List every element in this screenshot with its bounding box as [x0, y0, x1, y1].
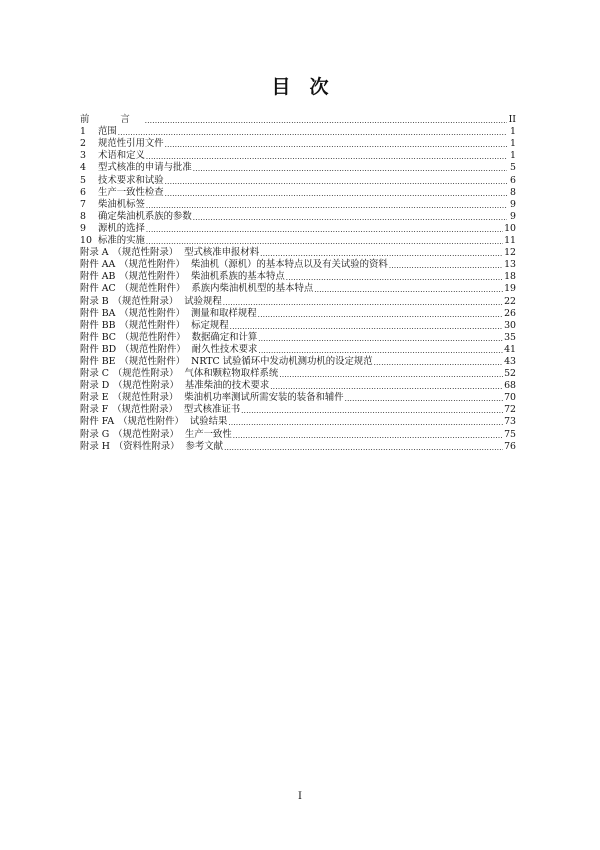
toc-entry-page: 18 [504, 271, 516, 283]
toc-entry-number: 4 [80, 162, 86, 174]
toc-leader-dots [146, 199, 507, 211]
toc-entry-page: 1 [510, 150, 516, 162]
toc-entry-page: 13 [504, 259, 516, 271]
toc-entry-label: 型式核准证书 [183, 404, 241, 416]
toc-leader-dots [260, 247, 503, 259]
toc-leader-dots [314, 283, 503, 295]
toc-entry-page: 70 [504, 392, 516, 404]
toc-entry-section[interactable] [80, 126, 516, 138]
toc-entry-category: （规范性附件） [119, 283, 186, 295]
toc-entry-page: 35 [504, 331, 516, 343]
toc-entry-page: 76 [504, 440, 516, 452]
toc-entry-label: 范围 [98, 126, 117, 138]
toc-entry-page: 9 [510, 198, 516, 210]
toc-entry-label: 测量和取样规程 [191, 307, 257, 319]
toc-entry-section[interactable] [80, 174, 516, 186]
toc-entry-page: 41 [504, 343, 516, 355]
toc-entry-category: （规范性附件） [120, 343, 186, 355]
toc-entry-category: （规范性附录） [113, 428, 179, 440]
toc-entry-number: 附件 BA [80, 307, 116, 319]
toc-entry-number: 附件 AB [80, 271, 116, 283]
toc-entry-page: 5 [510, 162, 516, 174]
page-title: 目 次 [271, 76, 329, 98]
toc-entry-label: 标定规程 [191, 319, 229, 331]
toc-entry-number: 2 [80, 138, 86, 150]
toc-entry-category: （规范性附件） [119, 331, 186, 343]
toc-entry-number: 附录 E [80, 392, 109, 404]
toc-entry-number: 附件 BE [80, 355, 116, 367]
toc-entry-section[interactable] [80, 150, 516, 162]
toc-entry-section[interactable] [80, 211, 516, 223]
toc-entry-page: 43 [504, 355, 516, 367]
toc-entry-page: 8 [510, 186, 516, 198]
toc-entry-number: 附录 A [80, 247, 109, 259]
toc-entry-number: 7 [80, 198, 86, 210]
toc-entry-category: （规范性附录） [112, 392, 179, 404]
toc-entry-category: （规范性附录） [112, 247, 179, 259]
toc-entry-appendix[interactable] [80, 344, 516, 356]
toc-entry-appendix[interactable] [80, 392, 516, 404]
toc-entry-page: 30 [504, 319, 516, 331]
toc-entry-page: 9 [510, 210, 516, 222]
toc-entry-category: （规范性附件） [119, 355, 186, 367]
toc-entry-category: （规范性附录） [112, 368, 179, 380]
toc-entry-page: 19 [504, 283, 516, 295]
toc-entry-label: 耐久性技术要求 [191, 343, 258, 355]
toc-entry-number: 附录 D [80, 380, 110, 392]
toc-entry-appendix[interactable] [80, 416, 516, 428]
table-of-contents [80, 114, 516, 453]
toc-entry-number: 附录 B [80, 295, 109, 307]
toc-leader-dots [230, 320, 503, 332]
toc-entry-appendix[interactable] [80, 320, 516, 332]
toc-entry-label: 试验规程 [184, 295, 222, 307]
toc-leader-dots [258, 332, 503, 344]
toc-entry-section[interactable] [80, 187, 516, 199]
toc-entry-category: （规范性附件） [119, 271, 186, 283]
toc-entry-section[interactable] [80, 223, 516, 235]
toc-entry-page: 26 [504, 307, 516, 319]
toc-entry-appendix[interactable] [80, 271, 516, 283]
toc-entry-label: 源机的选择 [98, 222, 145, 234]
toc-leader-dots [193, 162, 507, 174]
toc-entry-page: 73 [504, 416, 516, 428]
toc-entry-label: 确定柴油机系族的参数 [98, 210, 192, 222]
toc-entry-appendix[interactable] [80, 259, 516, 271]
toc-leader-dots [279, 368, 503, 380]
toc-entry-label: 参考文献 [185, 440, 224, 452]
toc-entry-appendix[interactable] [80, 283, 516, 295]
toc-entry-appendix[interactable] [80, 380, 516, 392]
toc-entry-label: 型式核准的申请与批准 [98, 162, 192, 174]
toc-entry-category: （规范性附件） [119, 319, 186, 331]
toc-entry-page: 12 [504, 247, 516, 259]
toc-leader-dots [165, 187, 507, 199]
toc-entry-number: 8 [80, 210, 86, 222]
toc-leader-dots [118, 126, 507, 138]
toc-entry-number: 5 [80, 174, 86, 186]
toc-entry-category: （规范性附件） [119, 307, 186, 319]
toc-entry-category: （规范性附录） [112, 404, 178, 416]
toc-entry-category: （规范性附录） [113, 380, 179, 392]
toc-entry-appendix[interactable] [80, 295, 516, 307]
toc-entry-section[interactable] [80, 162, 516, 174]
toc-entry-number: 附件 AC [80, 283, 116, 295]
toc-entry-appendix[interactable] [80, 356, 516, 368]
toc-entry-number: 附件 BB [80, 319, 116, 331]
toc-leader-dots [241, 404, 503, 416]
toc-entry-number: 附录 H [80, 440, 110, 452]
toc-entry-label: 柴油机系族的基本特点 [191, 271, 285, 283]
toc-entry-label: 标准的实施 [98, 235, 145, 247]
toc-leader-dots [389, 259, 503, 271]
toc-entry-appendix[interactable] [80, 247, 516, 259]
toc-entry-page: 75 [504, 428, 516, 440]
toc-leader-dots [224, 441, 503, 453]
toc-entry-label: 术语和定义 [98, 150, 145, 162]
toc-entry-section[interactable] [80, 199, 516, 211]
toc-entry-number: 附件 AA [80, 259, 116, 271]
toc-entry-number: 附录 C [80, 368, 109, 380]
toc-entry-preface[interactable] [80, 114, 516, 126]
toc-entry-number: 附件 FA [80, 416, 115, 428]
toc-entry-label: 系族内柴油机机型的基本特点 [191, 283, 314, 295]
toc-entry-page: 6 [510, 174, 516, 186]
toc-entry-number: 附录 F [80, 404, 109, 416]
toc-entry-category: （规范性附件） [118, 416, 184, 428]
toc-entry-number: 附件 BC [80, 331, 116, 343]
toc-leader-dots [145, 114, 507, 126]
toc-leader-dots [258, 344, 503, 356]
toc-entry-page: 72 [504, 404, 516, 416]
toc-entry-appendix[interactable] [80, 404, 516, 416]
toc-entry-number: 1 [80, 126, 86, 138]
toc-entry-label: 柴油机功率测试所需安装的装备和辅件 [184, 392, 344, 404]
page-number: I [298, 791, 302, 802]
toc-entry-page: 1 [510, 126, 516, 138]
toc-entry-label: 柴油机（源机）的基本特点以及有关试验的资料 [190, 259, 388, 271]
toc-leader-dots [270, 380, 503, 392]
toc-entry-label: 气体和颗粒物取样系统 [184, 368, 279, 380]
toc-entry-label: 规范性引用文件 [98, 138, 164, 150]
toc-entry-appendix[interactable] [80, 332, 516, 344]
toc-leader-dots [228, 416, 503, 428]
toc-entry-number: 9 [80, 222, 86, 234]
toc-entry-label: 型式核准申报材料 [184, 247, 260, 259]
toc-entry-page: II [508, 114, 516, 126]
toc-entry-label: 基准柴油的技术要求 [184, 380, 270, 392]
toc-entry-page: 68 [504, 380, 516, 392]
toc-leader-dots [374, 356, 503, 368]
toc-entry-number: 附件 BD [80, 343, 117, 355]
toc-entry-category: （规范性附件） [119, 259, 185, 271]
toc-entry-number: 附录 G [80, 428, 110, 440]
toc-entry-page: 10 [504, 222, 516, 234]
toc-entry-appendix[interactable] [80, 428, 516, 440]
toc-entry-label: 试验结果 [189, 416, 228, 428]
toc-entry-appendix[interactable] [80, 308, 516, 320]
toc-entry-category: （规范性附录） [112, 295, 179, 307]
toc-entry-appendix[interactable] [80, 441, 516, 453]
toc-entry-label: 柴油机标签 [98, 198, 145, 210]
toc-entry-number: 3 [80, 150, 86, 162]
toc-entry-label: 生产一致性 [184, 428, 232, 440]
toc-leader-dots [165, 175, 507, 187]
toc-entry-page: 22 [504, 295, 516, 307]
toc-leader-dots [165, 138, 507, 150]
toc-entry-label: 技术要求和试验 [98, 174, 164, 186]
toc-leader-dots [258, 308, 503, 320]
toc-leader-dots [345, 392, 503, 404]
toc-leader-dots [233, 429, 503, 441]
toc-entry-label: 前 言 [80, 114, 144, 126]
toc-leader-dots [286, 271, 503, 283]
toc-leader-dots [146, 223, 503, 235]
toc-leader-dots [223, 296, 503, 308]
toc-entry-number: 10 [80, 235, 92, 247]
toc-entry-appendix[interactable] [80, 368, 516, 380]
toc-entry-section[interactable] [80, 235, 516, 247]
toc-entry-label: 生产一致性检查 [98, 186, 164, 198]
toc-leader-dots [146, 150, 507, 162]
toc-entry-number: 6 [80, 186, 86, 198]
toc-entry-category: （资料性附录） [113, 440, 180, 452]
toc-entry-section[interactable] [80, 138, 516, 150]
toc-entry-page: 11 [504, 235, 516, 247]
toc-entry-page: 52 [504, 368, 516, 380]
toc-entry-label: NRTC 试验循环中发动机测功机的设定规范 [191, 355, 373, 367]
toc-entry-page: 1 [510, 138, 516, 150]
toc-leader-dots [193, 211, 507, 223]
toc-entry-label: 数据确定和计算 [191, 331, 258, 343]
toc-leader-dots [146, 235, 503, 247]
